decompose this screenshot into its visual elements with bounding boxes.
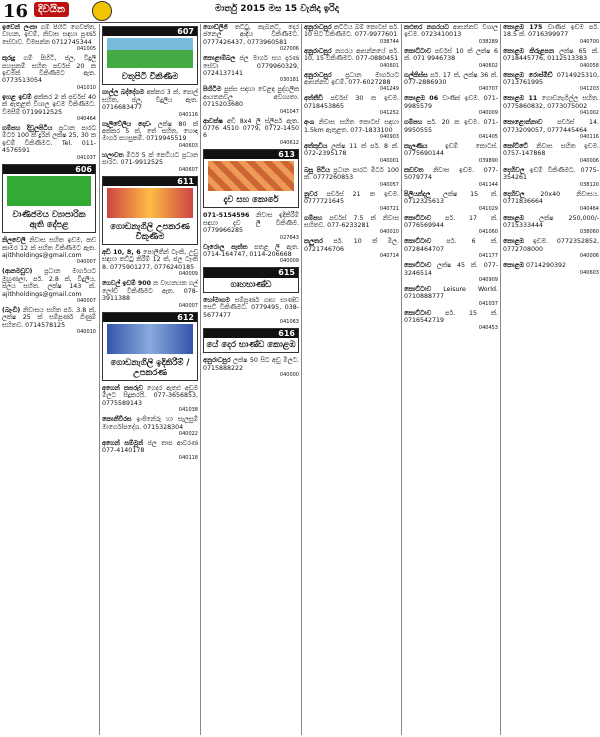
ad-code: 040603 (178, 142, 198, 149)
ad-code: 040009 (478, 110, 498, 117)
classified-ad (100, 416, 200, 437)
ad-body: Leisure World. 0710888777 (404, 285, 498, 301)
classified-ad (0, 55, 98, 91)
ad-list (302, 24, 401, 259)
ad-code: 040118 (178, 454, 198, 461)
ad-code: 041203 (579, 86, 599, 93)
classified-ad (201, 297, 301, 325)
ad-body: ඉංජිනේරු හා සැලසුම් මාර්ගෝපදේශ. 0715328304 (102, 416, 198, 431)
ad-body: ප්‍රධාන පාරට මීටර් 100 ක්. 0777260853 (304, 166, 399, 182)
page-number: 16 (3, 1, 29, 22)
ad-lead: අනුරාධපුර (304, 47, 332, 55)
ad-code: 041005 (76, 46, 96, 53)
ad-code: 040601 (379, 62, 399, 69)
ad-lead: කෝට්ටේ (503, 143, 528, 151)
section-illustration (107, 324, 193, 354)
ad-lead: 071-5154596 (203, 212, 250, 220)
section-title: යේ දෙර භාණ්ඩ කොළඹ (206, 340, 296, 351)
ad-body: ලක්ෂ 65 ක්. 0718445776, 0112513383 (503, 47, 599, 63)
ad-list (201, 24, 301, 146)
ad-body: ප්‍රධාන පාරට මීටර් 100 ක් දුරින් ලක්ෂ 25, 30 ක ඉඩම් විකිණීමට. Tel. 011-4576591 (2, 125, 96, 155)
ad-body: පුස්ස සඳහා වෙළඳ පුද්ගලික ආයතනවල අවශ්‍යතා. 0715203680 (203, 86, 299, 109)
ad-lead: කඩවත (404, 166, 424, 174)
ad-body: කට්ටිය බිම් කොටස් පර්. 10 සිට විකිණීමට. 077-9977601 (304, 24, 399, 39)
classified-ad (402, 72, 500, 93)
ad-body: ඉඩම් විකිණීමට. 0775-354261 (503, 166, 599, 182)
ad-lead: පිලියන්දල (404, 190, 431, 198)
section-title: ගොඩනැගිලි උපකරණ විකුණීම (110, 222, 190, 243)
classified-ad (402, 143, 500, 164)
column-1 (0, 24, 98, 735)
ad-list (201, 212, 301, 264)
section-number: 615 (204, 268, 298, 277)
ad-body: 0714925310, 0713761995 (503, 71, 599, 87)
section-title: වතුපිටි විකිණීම (121, 72, 179, 83)
ad-body: ලක්ෂ 80 ක් අක්කර 5 ක්, තේ සහිත, හොඳ මාර්ග පහසුකම්. 0719945519 (102, 120, 198, 143)
section-heading (203, 328, 299, 353)
ad-code: 027006 (279, 46, 299, 53)
ad-list (402, 24, 500, 331)
ad-code: 038289 (478, 38, 498, 45)
ad-code: 040714 (379, 253, 399, 260)
ad-code: 041144 (478, 181, 498, 188)
classified-ad (302, 24, 401, 45)
classified-ad (0, 24, 98, 52)
ad-code: 040707 (478, 86, 498, 93)
classified-ad (201, 55, 301, 83)
ad-code: 041177 (478, 253, 498, 260)
ad-lead: කොට්ටාව (404, 309, 432, 317)
ad-code: 040007 (76, 259, 96, 266)
classifieds-logo: දිවයින (34, 2, 69, 17)
ad-lead: කළුතර නගරයට (404, 24, 449, 31)
classified-ad (501, 95, 600, 116)
ad-code: 040010 (76, 329, 96, 336)
ad-body: ක වාහනයක ගල් ලෝඩ් විකිණීමට ඇත. 078-3911388 (102, 280, 198, 303)
ad-lead: අනුරාධපුර (304, 71, 332, 79)
column-4 (301, 24, 401, 735)
ad-lead: කොට්ටාව (404, 238, 432, 246)
ad-lead: අනුරාධපුර (304, 24, 332, 31)
ad-lead: කොළඹ රොස්මීඩ් (503, 71, 553, 79)
page-header (0, 0, 600, 23)
column-3 (200, 24, 301, 735)
ad-lead: ආවක්ෂ (203, 117, 223, 125)
classified-ad (302, 215, 401, 236)
ad-code: 041060 (478, 229, 498, 236)
classified-ad (201, 244, 301, 265)
ad-body: ඉඩම් කොටස්. 0775690144 (404, 143, 498, 158)
ad-body: ජල මාර්ග සහ දැරණ සේවා 0779960329, 0724137141 (203, 55, 299, 78)
classified-ad (501, 215, 600, 236)
ad-body: ගෙදර ඇතුළු අඩුම මිලට සිදුකරයි. 077-3656853, 0775589143 (102, 384, 198, 407)
ad-lead: අඩි 10, 8, 6 (102, 249, 141, 257)
classified-ad (501, 119, 600, 140)
ad-body: පර්චස් 14. 0773209057, 0777445464 (503, 119, 599, 134)
section-heading (203, 267, 299, 292)
classified-ad (0, 94, 98, 122)
ad-lead: කොට්ටාව (404, 285, 432, 293)
section-illustration (107, 38, 193, 68)
ad-code: 040009 (178, 271, 198, 278)
ad-lead: කොළඹ 06 (404, 95, 439, 103)
ad-body: වාණිජ ඉඩම. 071-9985579 (404, 95, 498, 110)
classified-ad (501, 72, 600, 93)
ad-body: පතළ ලී ඇත. 0714-164747, 0114-206668 (203, 243, 299, 258)
section-number: 613 (204, 150, 298, 159)
classified-ad (302, 167, 401, 188)
classified-ad (0, 268, 98, 304)
ad-body: ලක්ෂ 250,000/- 0715333444 (503, 214, 599, 229)
ad-lead: දෙහිවල (503, 166, 525, 174)
ad-lead: ගැලිවේලිය දොඩං (102, 120, 152, 128)
section-heading (102, 176, 198, 245)
ad-lead: කොළඹ (503, 214, 524, 222)
ad-code: 030181 (279, 77, 299, 84)
ad-list (100, 89, 200, 172)
section-heading (2, 164, 96, 233)
section-number: 616 (204, 329, 298, 338)
ad-code: 038120 (579, 181, 599, 188)
classified-ad (201, 86, 301, 114)
ad-lead: ගම්පහ (304, 214, 323, 222)
ad-lead: ගෙවල් ඉඩම් 900 (102, 280, 151, 288)
column-5 (401, 24, 500, 735)
ad-lead: කුරුදු (2, 55, 16, 63)
ad-code: 040058 (579, 62, 599, 69)
ad-body: ගම් පිහිටි ගෙවත්ත, වාහන, ඉඩම්, නිවාස සඳහා පූර්ණ සේවාව. විමසන්න 0712745344 (2, 24, 96, 46)
ad-body: පර්. 20 ක ඉඩම. 071-9950555 (404, 119, 498, 134)
classified-ad (100, 89, 200, 117)
ad-lead: ගොඩ්ලිජි (203, 24, 228, 31)
ad-code: 039890 (478, 157, 498, 164)
ad-code: 040001 (379, 157, 399, 164)
ad-code: 038060 (579, 229, 599, 236)
ad-code: 040009 (279, 258, 299, 265)
ad-body: නිවාස සහිත ඉඩම. 0757-147868 (503, 143, 599, 158)
ad-list (0, 24, 98, 161)
classified-ad (100, 385, 200, 413)
classified-ad (302, 72, 401, 93)
ad-body: පර්. 17 ක්. 0776569944 (404, 214, 498, 229)
section-title: ගොඩනැගිලි ඉදිකිරීම් / උපකරණ (110, 357, 190, 378)
section-illustration (7, 176, 91, 206)
section-title: වාණිජමය ව්‍යාපාරික ඇති දේපළ (12, 210, 86, 231)
ad-body: ගොඩනැගිල්ල සහිත. 0775860832, 0773075002 (503, 95, 599, 110)
ad-lead: අංශ (304, 119, 314, 127)
ad-code: 040010 (379, 229, 399, 236)
dateline: මාර්තු 2015 මස 15 වැනිදා ඉරිදා (215, 4, 339, 14)
ad-body: ගම් පිහිටි, ජල, විදුලි පහසුකම් සහිත පර්චස් 20 ක ඉඩමක් විකිණීමට ඇත. 0773513054 (2, 55, 96, 85)
ad-lead: කොළඹ 175 (503, 24, 543, 31)
classified-ad (100, 152, 200, 173)
ad-body: පර්. 17 ක්, ලක්ෂ 36 ක්. 077-2886930 (404, 71, 498, 87)
classified-ad (302, 238, 401, 259)
ad-body: නිවාස ඉදිකිරීම් සඳහා දැව ලී විකිණීම. 0779966285 (203, 212, 299, 235)
ad-lead: කලුතර (304, 238, 323, 246)
ad-code: 040022 (178, 430, 198, 437)
ad-lead: (ආනමඩුව) (2, 268, 33, 276)
ad-code: 040007 (178, 302, 198, 309)
ad-body: අඩි 8x4 ලී ස්ලීපර් ඇත. 0776 4510 0779, 0772-1450 6 (203, 117, 299, 140)
classified-ad (201, 357, 301, 378)
ad-lead: ගම්පහ දිවුලපිටිය (2, 125, 53, 133)
ad-lead: කොනීවීරස (102, 416, 132, 424)
ad-lead: හලාවත (102, 151, 124, 159)
classified-ad (501, 24, 600, 45)
ad-body: පර්. 6 ක්. 0728464707 (404, 238, 498, 253)
section-number: 611 (103, 177, 197, 186)
ad-code: 040602 (478, 62, 498, 69)
ad-code: 038744 (379, 38, 399, 45)
classified-ad (0, 237, 98, 265)
classified-ad (402, 215, 500, 236)
ad-list (100, 249, 200, 308)
ad-body: ප්‍රධාන මාර්ගයට මුහුණලා, පර්. 2.8 ක්, විදුලිය, ජලය සහිත. ලක්ෂ 143 ක්. ajithholdings@gmail.com (2, 268, 96, 298)
ad-code: 040057 (379, 181, 399, 188)
section-illustration (208, 161, 294, 191)
ad-code: 040903 (379, 134, 399, 141)
ad-body: ජල තාප ආවරණ 077-4140178 (102, 439, 198, 455)
ad-lead: අත්කුඩිය (304, 143, 328, 151)
ad-lead: ඉහළ ඉඩම් (2, 93, 32, 101)
ad-code: 041037 (76, 154, 96, 161)
ad-body: 0714290392 (525, 262, 567, 270)
classified-ad (402, 119, 500, 140)
ad-code: 040909 (478, 276, 498, 283)
ad-lead: කැලණිය (404, 143, 428, 151)
ad-body: ප්‍රධාන මාර්ගයට ආසන්නව ඉඩම්. 077-6027288 (304, 71, 399, 87)
ad-lead: දෙහිවල (503, 190, 525, 198)
ad-code: 041047 (279, 108, 299, 115)
ad-body: ලක්ෂ 15 ක්. 0712325613 (404, 190, 498, 206)
section-title: ගෘහභාණ්ඩ (230, 279, 272, 290)
ad-code: 040006 (579, 157, 599, 164)
ad-lead: කොට්ටාව (404, 262, 432, 270)
ad-body: පර්චස් 10 ක් ලක්ෂ 6 ක්. 071 9946738 (404, 47, 498, 63)
ad-lead: කොළඹ (503, 238, 524, 246)
ad-lead: කොළඹ කිරුළපන (503, 47, 554, 55)
ad-code: 040453 (478, 324, 498, 331)
ad-body: පර්. 15 ක්. 0716542719 (404, 309, 498, 325)
section-number: 606 (3, 165, 95, 174)
ad-body: 20x40 නිවාසය. 0771836664 (503, 190, 599, 206)
classified-ad (100, 121, 200, 149)
ad-lead: කොළොන්නාව (503, 119, 543, 127)
ad-body: නිවාස සහිත ඉඩම, කඩ කාමර 12 ක් සහිත විකිණීමට ඇත. ajithholdings@gmail.com (2, 237, 96, 259)
section-heading (102, 312, 198, 381)
ad-body: පර්චස් 21 ක ඉඩම. 0777721645 (304, 190, 399, 206)
ad-lead: හෝමාගම (203, 296, 230, 304)
column-2 (99, 24, 200, 735)
ad-lead: අත්තීඩි (304, 95, 323, 103)
ad-lead: බසු පිටිය (304, 166, 330, 174)
logo-emblem-icon (92, 1, 112, 21)
ad-lead: (බැංඩි) (2, 306, 21, 314)
ad-code: 041063 (279, 318, 299, 325)
ad-body: පොලිතීන් ටැංකි, උඩු සඳහා තට්ටු කිරීම් 12 ක්, ජල ටැංකි 8. 0775901277, 0776240185 (102, 249, 198, 271)
ad-list (100, 385, 200, 461)
classified-ad (501, 143, 600, 164)
section-heading (102, 26, 198, 85)
column-6 (500, 24, 600, 735)
classified-ad (501, 48, 600, 69)
ad-lead: පිහිටීම (203, 86, 222, 94)
ad-lead: වැරොල පැත්ත (203, 243, 248, 251)
ad-code: 041002 (579, 110, 599, 117)
classified-ad (0, 307, 98, 335)
classified-ad (302, 191, 401, 212)
ad-body: ලක්ෂ 11 ක් පර්. 8 ක්. 072-2395178 (304, 143, 399, 158)
classified-ad (402, 286, 500, 307)
ad-body: නිවාසය සහිත පර්. 3.8 ක්, ලක්ෂ 25 ක් සම්පූර්ණ ගිණුම් සහිතව. 0714578125 (2, 306, 96, 329)
classified-ad (501, 238, 600, 259)
classified-ad (201, 24, 301, 52)
ad-code: 041029 (478, 205, 498, 212)
ad-list (0, 237, 98, 335)
ad-body: පර්චස් 7.5 ක් නිවාස සහිතව. 077-6233281 (304, 214, 399, 229)
ad-code: 040007 (76, 297, 96, 304)
ad-body: පර්චස් 30 ක ඉඩම. 0718453865 (304, 95, 399, 110)
classified-ad (402, 24, 500, 45)
classified-ad (302, 143, 401, 164)
classified-ad (402, 191, 500, 212)
ad-code: 040700 (579, 38, 599, 45)
ad-lead: කොළාම්බල (203, 55, 236, 63)
classified-ad (100, 440, 200, 461)
section-heading (203, 149, 299, 208)
ad-lead: ගම්පහ (404, 119, 423, 127)
ad-body: වාණිජ ඉඩම පර්. 18.5 ක්. 0716399977 (503, 24, 599, 39)
ad-code: 041405 (478, 134, 498, 141)
ad-code: 041037 (478, 300, 498, 307)
ad-body: නිවාස සහිත කොටස් සඳහා 1.5km ඇතුළත. 077-1833100 (304, 119, 399, 134)
section-title: දැව සහ කොරේ (223, 195, 279, 206)
ad-code: 040603 (579, 269, 599, 276)
classified-ad (501, 167, 600, 188)
classified-ad (0, 125, 98, 161)
ad-body: ලක්ෂ 50 සිට අඩු මිලට. 0715888222 (203, 357, 299, 372)
ad-body: ආසන්නව විශාල ඉඩම. 0723410013 (404, 24, 498, 39)
classified-ad (100, 249, 200, 277)
ad-code: 041249 (379, 86, 399, 93)
classified-ad (501, 262, 600, 275)
ad-lead: ඉවෙන් ලංකා (2, 24, 38, 31)
ad-code: 041038 (178, 407, 198, 414)
ad-code: 040000 (279, 372, 299, 379)
classified-ad (402, 238, 500, 259)
classified-ad (402, 310, 500, 331)
classified-ad (501, 191, 600, 212)
ad-body: නිවාස ඉඩම. 077-5079774 (404, 166, 498, 182)
ad-code: 040612 (279, 139, 299, 146)
ad-code: 040116 (178, 111, 198, 118)
ad-body: පර්. 10 ක් මිල. 0721746706 (304, 238, 399, 253)
ad-body: ලක්ෂ 45 ක්. 077-3246514 (404, 262, 498, 277)
ad-body: නගරය ආසන්නයේ පර්. 10, 15 විකිණීමට. 077-0880451 (304, 47, 399, 63)
ad-body: සම්පූර්ණ ගෘහ භාණ්ඩ සෙට් විකිණීමට. 0779495, 038-5677477 (203, 296, 299, 319)
section-illustration (107, 188, 193, 218)
classified-ad (402, 48, 500, 69)
ad-lead: ගල්කිස්ස (404, 71, 428, 79)
classified-ad (402, 262, 500, 283)
ad-list (201, 357, 301, 378)
section-number: 607 (103, 27, 197, 36)
ad-lead: ගාල්ල බද්දේගම (102, 89, 145, 97)
ad-lead: අනුරාධපුර (203, 357, 231, 365)
ad-code: 040006 (579, 253, 599, 260)
ad-lead: කොළඹ (503, 262, 524, 270)
classified-ad (302, 119, 401, 140)
ad-lead: අගෙන් කපරුව (102, 384, 144, 392)
ad-body: අක්කර 3 ක්, පොල් සහිත, ජල, විදුලිය ඇත. 0716683477 (102, 89, 198, 112)
ad-code: 040607 (178, 166, 198, 173)
ad-code: 041010 (76, 84, 96, 91)
ad-code: 040721 (379, 205, 399, 212)
classified-ad (302, 95, 401, 116)
ad-lead: කොට්ටාව (404, 47, 432, 55)
classified-ad (201, 118, 301, 146)
ad-code: 040464 (76, 116, 96, 123)
ad-code: 040464 (579, 205, 599, 212)
ad-list (501, 24, 600, 276)
ad-body: මීටර් 5 ක් කෙටියට ප්‍රධාන පාරට. 071-9912525 (102, 151, 198, 167)
ad-body: ඉඩම. 0772352852, 0772708000 (503, 238, 599, 253)
classified-ad (402, 167, 500, 188)
ad-lead: නුවර (304, 190, 318, 198)
ad-code: 040116 (579, 134, 599, 141)
section-number: 612 (103, 313, 197, 322)
classified-ad (302, 48, 401, 69)
ad-lead: කොට්ටාව (404, 214, 432, 222)
classified-ad (100, 280, 200, 308)
ad-lead: අගෙන් සම්මුන් (102, 439, 144, 447)
ad-body: අක්කර 2 ක් පර්චස් 40 ක් ඇතුළත් විශාල ඉඩම විකිණීමට. විමසීම් 0719912525 (2, 93, 96, 116)
classified-ad (201, 212, 301, 240)
ad-body: තට්ටු, කැබිනට්, දොර ජනෙල් ආදිය විකිණීමට. 0777426437, 0773960581 (203, 24, 299, 46)
ad-code: 041252 (379, 110, 399, 117)
classified-ad (402, 95, 500, 116)
ad-lead: නිලවෙලි (2, 237, 26, 245)
ad-lead: කොළඹ 11 (503, 95, 538, 103)
ad-list (201, 297, 301, 325)
ad-code: 027643 (279, 234, 299, 241)
